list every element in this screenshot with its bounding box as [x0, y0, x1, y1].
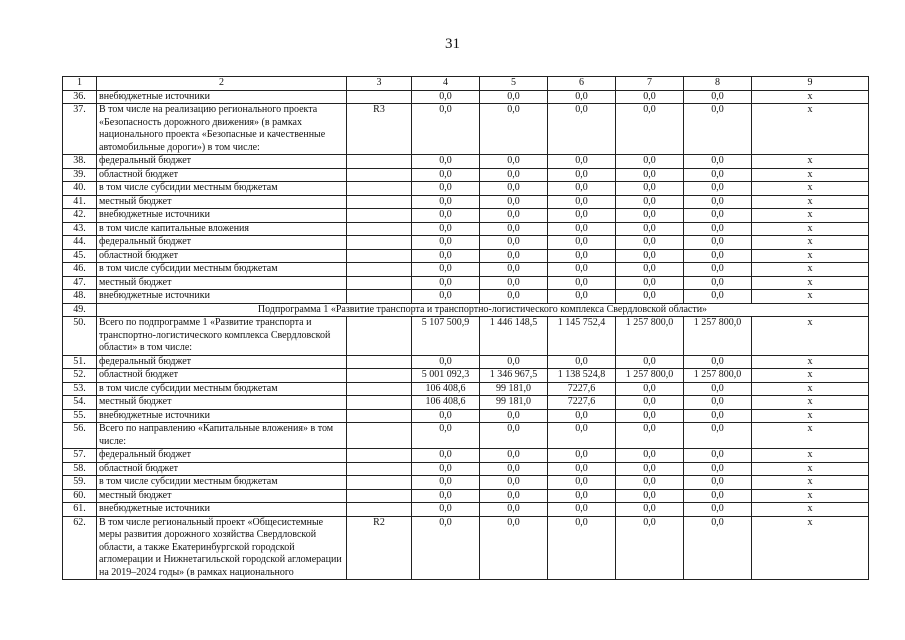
table-row [63, 90, 869, 104]
value-col-8: 0,0 [684, 503, 752, 517]
row-number: 54. [63, 396, 97, 410]
row-name: в том числе субсидии местным бюджетам [97, 476, 347, 490]
value-col-8: 0,0 [684, 489, 752, 503]
row-number: 59. [63, 476, 97, 490]
row-name: внебюджетные источники [97, 290, 347, 304]
row-number: 42. [63, 209, 97, 223]
value-col-7: 0,0 [616, 249, 684, 263]
value-col-6: 0,0 [548, 182, 616, 196]
table-row [63, 449, 869, 463]
value-col-4: 5 001 092,3 [412, 369, 480, 383]
row-name: федеральный бюджет [97, 449, 347, 463]
row-name: областной бюджет [97, 249, 347, 263]
value-col-4: 0,0 [412, 290, 480, 304]
value-col-5: 0,0 [480, 182, 548, 196]
row-name: федеральный бюджет [97, 355, 347, 369]
table-row [63, 409, 869, 423]
value-col-4: 0,0 [412, 90, 480, 104]
row-number: 47. [63, 276, 97, 290]
value-col-4: 0,0 [412, 222, 480, 236]
row-number: 56. [63, 423, 97, 449]
row-code [347, 369, 412, 383]
value-col-8: 0,0 [684, 449, 752, 463]
value-col-6: 0,0 [548, 168, 616, 182]
value-col-6: 0,0 [548, 104, 616, 155]
value-col-4: 0,0 [412, 104, 480, 155]
row-number: 58. [63, 462, 97, 476]
row-mark: x [752, 489, 869, 503]
row-name: местный бюджет [97, 396, 347, 410]
value-col-7: 0,0 [616, 222, 684, 236]
table-row [63, 290, 869, 304]
table-row [63, 249, 869, 263]
column-header-9: 9 [752, 77, 869, 91]
row-number: 44. [63, 236, 97, 250]
value-col-6: 0,0 [548, 290, 616, 304]
value-col-4: 0,0 [412, 249, 480, 263]
value-col-4: 5 107 500,9 [412, 317, 480, 356]
row-number: 39. [63, 168, 97, 182]
value-col-4: 0,0 [412, 516, 480, 580]
column-header-3: 3 [347, 77, 412, 91]
row-number: 53. [63, 382, 97, 396]
value-col-6: 0,0 [548, 476, 616, 490]
row-mark: x [752, 236, 869, 250]
value-col-4: 0,0 [412, 182, 480, 196]
value-col-5: 0,0 [480, 236, 548, 250]
value-col-4: 0,0 [412, 168, 480, 182]
value-col-6: 0,0 [548, 449, 616, 463]
column-header-2: 2 [97, 77, 347, 91]
row-number: 55. [63, 409, 97, 423]
value-col-4: 0,0 [412, 263, 480, 277]
row-name: В том числе региональный проект «Общесистемные меры развития дорожного хозяйства Свердловской области, а также Екатеринбургской городской агломерации и Нижнетагильской городской агломерации на 2019–2024 годы» (в рамках национального [97, 516, 347, 580]
row-mark: x [752, 396, 869, 410]
row-mark: x [752, 209, 869, 223]
row-mark: x [752, 222, 869, 236]
row-mark: x [752, 369, 869, 383]
row-mark: x [752, 263, 869, 277]
row-number: 41. [63, 195, 97, 209]
row-number: 51. [63, 355, 97, 369]
row-code [347, 476, 412, 490]
row-name: внебюджетные источники [97, 209, 347, 223]
row-number: 37. [63, 104, 97, 155]
row-code [347, 449, 412, 463]
table-row [63, 222, 869, 236]
value-col-5: 1 446 148,5 [480, 317, 548, 356]
row-name: местный бюджет [97, 276, 347, 290]
value-col-8: 0,0 [684, 290, 752, 304]
row-mark: x [752, 409, 869, 423]
value-col-8: 0,0 [684, 516, 752, 580]
value-col-6: 0,0 [548, 90, 616, 104]
value-col-5: 99 181,0 [480, 382, 548, 396]
table-row [63, 396, 869, 410]
row-code [347, 263, 412, 277]
value-col-6: 0,0 [548, 222, 616, 236]
row-mark: x [752, 355, 869, 369]
value-col-4: 0,0 [412, 423, 480, 449]
value-col-6: 7227,6 [548, 396, 616, 410]
table-row [63, 423, 869, 449]
value-col-8: 0,0 [684, 396, 752, 410]
value-col-8: 0,0 [684, 409, 752, 423]
value-col-6: 0,0 [548, 516, 616, 580]
table-row [63, 195, 869, 209]
row-name: внебюджетные источники [97, 503, 347, 517]
row-name: в том числе субсидии местным бюджетам [97, 263, 347, 277]
column-header-6: 6 [548, 77, 616, 91]
row-code [347, 182, 412, 196]
row-mark: x [752, 155, 869, 169]
value-col-5: 0,0 [480, 503, 548, 517]
table-row [63, 276, 869, 290]
value-col-7: 0,0 [616, 503, 684, 517]
value-col-8: 0,0 [684, 155, 752, 169]
value-col-5: 0,0 [480, 155, 548, 169]
value-col-7: 0,0 [616, 90, 684, 104]
value-col-7: 1 257 800,0 [616, 317, 684, 356]
value-col-8: 0,0 [684, 263, 752, 277]
value-col-7: 0,0 [616, 155, 684, 169]
value-col-7: 0,0 [616, 396, 684, 410]
row-number: 48. [63, 290, 97, 304]
value-col-7: 0,0 [616, 476, 684, 490]
value-col-8: 0,0 [684, 195, 752, 209]
value-col-5: 0,0 [480, 355, 548, 369]
value-col-8: 0,0 [684, 222, 752, 236]
value-col-4: 0,0 [412, 409, 480, 423]
table-row [63, 476, 869, 490]
column-header-1: 1 [63, 77, 97, 91]
value-col-6: 0,0 [548, 355, 616, 369]
value-col-5: 0,0 [480, 449, 548, 463]
row-number: 61. [63, 503, 97, 517]
value-col-7: 1 257 800,0 [616, 369, 684, 383]
row-code [347, 209, 412, 223]
table-row [63, 317, 869, 356]
value-col-7: 0,0 [616, 168, 684, 182]
row-code [347, 290, 412, 304]
row-mark: x [752, 382, 869, 396]
value-col-4: 0,0 [412, 355, 480, 369]
value-col-8: 0,0 [684, 182, 752, 196]
row-code [347, 276, 412, 290]
value-col-5: 0,0 [480, 290, 548, 304]
row-number: 45. [63, 249, 97, 263]
row-code [347, 195, 412, 209]
table-row [63, 104, 869, 155]
value-col-8: 0,0 [684, 209, 752, 223]
row-code [347, 155, 412, 169]
row-code [347, 423, 412, 449]
table-row [63, 182, 869, 196]
row-code [347, 90, 412, 104]
row-code [347, 355, 412, 369]
row-mark: x [752, 290, 869, 304]
value-col-7: 0,0 [616, 276, 684, 290]
row-number: 36. [63, 90, 97, 104]
value-col-7: 0,0 [616, 209, 684, 223]
row-mark: x [752, 462, 869, 476]
row-name: Всего по направлению «Капитальные вложения» в том числе: [97, 423, 347, 449]
value-col-8: 1 257 800,0 [684, 317, 752, 356]
value-col-5: 0,0 [480, 263, 548, 277]
value-col-6: 0,0 [548, 195, 616, 209]
value-col-4: 0,0 [412, 236, 480, 250]
value-col-7: 0,0 [616, 195, 684, 209]
row-number: 52. [63, 369, 97, 383]
value-col-8: 0,0 [684, 236, 752, 250]
value-col-7: 0,0 [616, 236, 684, 250]
row-number: 60. [63, 489, 97, 503]
table-row [63, 263, 869, 277]
row-name: внебюджетные источники [97, 90, 347, 104]
row-name: областной бюджет [97, 369, 347, 383]
row-mark: x [752, 104, 869, 155]
value-col-8: 0,0 [684, 382, 752, 396]
column-header-7: 7 [616, 77, 684, 91]
value-col-5: 0,0 [480, 423, 548, 449]
row-code [347, 462, 412, 476]
row-code [347, 249, 412, 263]
value-col-4: 0,0 [412, 489, 480, 503]
row-mark: x [752, 516, 869, 580]
table-row [63, 382, 869, 396]
value-col-6: 0,0 [548, 276, 616, 290]
value-col-8: 0,0 [684, 276, 752, 290]
value-col-5: 0,0 [480, 489, 548, 503]
row-mark: x [752, 182, 869, 196]
value-col-5: 0,0 [480, 409, 548, 423]
row-code [347, 382, 412, 396]
row-name: Всего по подпрограмме 1 «Развитие транспорта и транспортно-логистического комплекса Свердловской области» в том числе: [97, 317, 347, 356]
budget-table [62, 76, 869, 580]
table-row [63, 355, 869, 369]
table-row [63, 168, 869, 182]
value-col-8: 0,0 [684, 476, 752, 490]
value-col-6: 0,0 [548, 409, 616, 423]
value-col-4: 0,0 [412, 462, 480, 476]
row-code [347, 222, 412, 236]
row-name: внебюджетные источники [97, 409, 347, 423]
table-row [63, 503, 869, 517]
value-col-7: 0,0 [616, 449, 684, 463]
table-row [63, 155, 869, 169]
value-col-8: 0,0 [684, 249, 752, 263]
value-col-4: 0,0 [412, 155, 480, 169]
value-col-5: 0,0 [480, 90, 548, 104]
value-col-4: 0,0 [412, 195, 480, 209]
value-col-8: 0,0 [684, 355, 752, 369]
row-code: R2 [347, 516, 412, 580]
row-mark: x [752, 476, 869, 490]
table-row [63, 236, 869, 250]
value-col-4: 0,0 [412, 276, 480, 290]
value-col-8: 0,0 [684, 462, 752, 476]
subprogram-heading-row [63, 303, 869, 317]
value-col-7: 0,0 [616, 409, 684, 423]
row-name: в том числе субсидии местным бюджетам [97, 382, 347, 396]
row-code [347, 168, 412, 182]
column-header-8: 8 [684, 77, 752, 91]
row-number: 57. [63, 449, 97, 463]
row-name: федеральный бюджет [97, 236, 347, 250]
row-name: областной бюджет [97, 462, 347, 476]
value-col-7: 0,0 [616, 489, 684, 503]
value-col-7: 0,0 [616, 290, 684, 304]
table-row [63, 462, 869, 476]
value-col-5: 0,0 [480, 249, 548, 263]
row-name: федеральный бюджет [97, 155, 347, 169]
value-col-4: 106 408,6 [412, 396, 480, 410]
value-col-4: 0,0 [412, 476, 480, 490]
value-col-4: 0,0 [412, 209, 480, 223]
row-code [347, 396, 412, 410]
value-col-8: 1 257 800,0 [684, 369, 752, 383]
column-header-4: 4 [412, 77, 480, 91]
row-number: 50. [63, 317, 97, 356]
table-row [63, 209, 869, 223]
value-col-6: 0,0 [548, 489, 616, 503]
row-number: 40. [63, 182, 97, 196]
table-row [63, 489, 869, 503]
value-col-7: 0,0 [616, 263, 684, 277]
value-col-5: 99 181,0 [480, 396, 548, 410]
column-header-5: 5 [480, 77, 548, 91]
table-row [63, 369, 869, 383]
row-mark: x [752, 503, 869, 517]
row-code [347, 503, 412, 517]
value-col-7: 0,0 [616, 423, 684, 449]
row-mark: x [752, 90, 869, 104]
value-col-7: 0,0 [616, 182, 684, 196]
value-col-5: 0,0 [480, 195, 548, 209]
value-col-5: 0,0 [480, 462, 548, 476]
value-col-4: 0,0 [412, 449, 480, 463]
row-name: областной бюджет [97, 168, 347, 182]
row-code [347, 236, 412, 250]
row-mark: x [752, 449, 869, 463]
row-number: 62. [63, 516, 97, 580]
row-mark: x [752, 276, 869, 290]
value-col-4: 0,0 [412, 503, 480, 517]
value-col-6: 0,0 [548, 249, 616, 263]
value-col-6: 0,0 [548, 462, 616, 476]
row-code [347, 409, 412, 423]
value-col-5: 0,0 [480, 516, 548, 580]
value-col-6: 0,0 [548, 236, 616, 250]
table-row [63, 516, 869, 580]
page-number: 31 [445, 36, 460, 52]
value-col-5: 0,0 [480, 104, 548, 155]
value-col-8: 0,0 [684, 423, 752, 449]
row-number: 49. [63, 303, 97, 317]
value-col-7: 0,0 [616, 355, 684, 369]
value-col-6: 0,0 [548, 503, 616, 517]
row-name: В том числе на реализацию регионального проекта «Безопасность дорожного движения» (в рамках национального проекта «Безопасные и качественные автомобильные дороги») в том числе: [97, 104, 347, 155]
row-name: местный бюджет [97, 195, 347, 209]
row-name: в том числе капитальные вложения [97, 222, 347, 236]
value-col-5: 0,0 [480, 168, 548, 182]
value-col-6: 0,0 [548, 423, 616, 449]
value-col-6: 0,0 [548, 263, 616, 277]
value-col-4: 106 408,6 [412, 382, 480, 396]
value-col-5: 0,0 [480, 476, 548, 490]
row-name: в том числе субсидии местным бюджетам [97, 182, 347, 196]
row-number: 38. [63, 155, 97, 169]
row-mark: x [752, 423, 869, 449]
value-col-5: 1 346 967,5 [480, 369, 548, 383]
row-mark: x [752, 195, 869, 209]
value-col-5: 0,0 [480, 276, 548, 290]
row-mark: x [752, 168, 869, 182]
row-mark: x [752, 317, 869, 356]
value-col-5: 0,0 [480, 222, 548, 236]
row-mark: x [752, 249, 869, 263]
row-code: R3 [347, 104, 412, 155]
value-col-6: 7227,6 [548, 382, 616, 396]
value-col-7: 0,0 [616, 382, 684, 396]
row-code [347, 317, 412, 356]
value-col-8: 0,0 [684, 90, 752, 104]
value-col-6: 0,0 [548, 209, 616, 223]
row-number: 43. [63, 222, 97, 236]
value-col-8: 0,0 [684, 168, 752, 182]
value-col-8: 0,0 [684, 104, 752, 155]
value-col-7: 0,0 [616, 462, 684, 476]
row-name: местный бюджет [97, 489, 347, 503]
row-code [347, 489, 412, 503]
value-col-5: 0,0 [480, 209, 548, 223]
row-number: 46. [63, 263, 97, 277]
value-col-7: 0,0 [616, 516, 684, 580]
value-col-7: 0,0 [616, 104, 684, 155]
value-col-6: 1 138 524,8 [548, 369, 616, 383]
value-col-6: 1 145 752,4 [548, 317, 616, 356]
subprogram-heading: Подпрограмма 1 «Развитие транспорта и транспортно-логистического комплекса Свердловской области» [97, 303, 869, 317]
value-col-6: 0,0 [548, 155, 616, 169]
table-header-row [63, 77, 869, 91]
